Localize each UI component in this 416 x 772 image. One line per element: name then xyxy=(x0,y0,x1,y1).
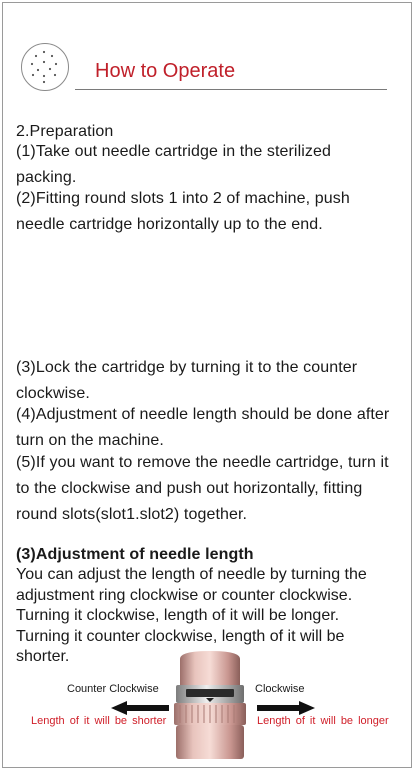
dotted-circle-icon xyxy=(22,44,67,89)
preparation-line: (1)Take out needle cartridge in the sterilized xyxy=(16,143,331,160)
counter-clockwise-label: Counter Clockwise xyxy=(67,683,159,695)
step-line: clockwise. xyxy=(16,385,90,402)
needle-cartridge-device xyxy=(170,649,250,761)
step-line: (3)Lock the cartridge by turning it to the counter xyxy=(16,359,358,376)
right-arrow-icon xyxy=(257,701,315,715)
preparation-line: packing. xyxy=(16,169,77,186)
step-line: (5)If you want to remove the needle cartridge, turn it xyxy=(16,454,389,471)
preparation-line: (2)Fitting round slots 1 into 2 of machine, push xyxy=(16,190,350,207)
adjustment-body: You can adjust the length of needle by turning the adjustment ring clockwise or counter clockwise. Turning it clockwise, length of it will be longer. Turning it counter clockwise, length of it will be shorter. xyxy=(16,566,367,665)
shorter-note: Length of it will be shorter xyxy=(31,715,167,727)
clockwise-label: Clockwise xyxy=(255,683,305,695)
page-title: How to Operate xyxy=(95,60,236,82)
preparation-line: needle cartridge horizontally up to the end. xyxy=(16,216,323,233)
step-line: (4)Adjustment of needle length should be done after xyxy=(16,406,390,423)
manual-page xyxy=(2,2,412,768)
title-divider xyxy=(75,89,387,90)
preparation-heading: 2.Preparation xyxy=(16,123,114,140)
left-arrow-icon xyxy=(111,701,169,715)
step-line: round slots(slot1.slot2) together. xyxy=(16,506,248,523)
adjustment-ring-window xyxy=(186,689,234,697)
step-line: turn on the machine. xyxy=(16,432,164,449)
adjustment-heading: (3)Adjustment of needle length xyxy=(16,546,254,563)
logo-icon xyxy=(21,43,69,91)
step-line: to the clockwise and push out horizontally, fitting xyxy=(16,480,363,497)
longer-note: Length of it will be longer xyxy=(257,715,389,727)
